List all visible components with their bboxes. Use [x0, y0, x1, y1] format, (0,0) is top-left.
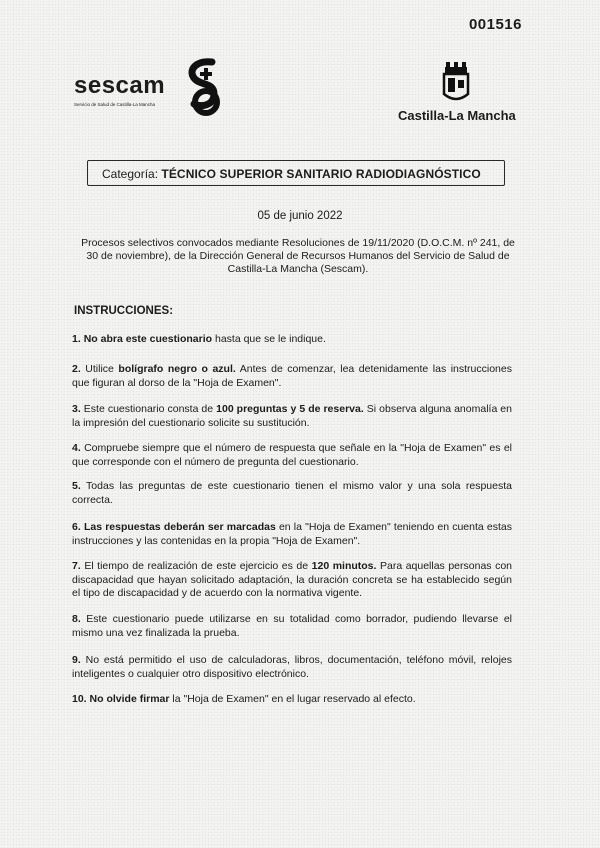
- sescam-logo: [74, 58, 244, 118]
- category-value: TÉCNICO SUPERIOR SANITARIO RADIODIAGNÓSTICO: [161, 167, 481, 181]
- castilla-la-mancha-logo: [398, 60, 516, 128]
- castilla-la-mancha-name: Castilla-La Mancha: [398, 108, 516, 123]
- instruction-item: 8. Este cuestionario puede utilizarse en su totalidad como borrador, pudiendo llevarse el mismo una vez finalizada la prueba.: [72, 613, 512, 639]
- castilla-la-mancha-crest-icon: [441, 60, 471, 106]
- sescam-logo-word: sescam: [74, 72, 166, 99]
- instruction-item: 3. Este cuestionario consta de 100 preguntas y 5 de reserva. Si observa alguna anomalía en la impresión del cuestionario solicite su sustitución.: [72, 403, 512, 429]
- instruction-item: 4. Compruebe siempre que el número de respuesta que señale en la "Hoja de Examen" es el que corresponde con el número de pregunta del cuestionario.: [72, 442, 513, 468]
- exam-date: 05 de junio 2022: [257, 210, 343, 222]
- category-box: [87, 160, 505, 186]
- sescam-logo-tagline: Servicio de Salud de Castilla-La Mancha: [74, 102, 156, 107]
- procesos-text: Procesos selectivos convocados mediante Resoluciones de 19/11/2020 (D.O.C.M. nº 241, de 30 de noviembre), de la Dirección General de Recursos Humanos del Servicio de Salud de Castilla-La Mancha (Sescam).: [81, 237, 515, 275]
- sescam-emblem-icon: [182, 58, 224, 118]
- instruction-item: 6. Las respuestas deberán ser marcadas en la "Hoja de Examen" teniendo en cuenta estas instrucciones y las contenidas en la propia "Hoja de Examen".: [72, 521, 512, 547]
- instruction-item: 10. No olvide firmar la "Hoja de Examen" en el lugar reservado al efecto.: [72, 693, 416, 705]
- category-label: Categoría:: [102, 167, 159, 181]
- instruction-item: 9. No está permitido el uso de calculadoras, libros, documentación, teléfono móvil, relojes inteligentes o cualquier otro dispositivo electrónico.: [72, 654, 512, 680]
- instruction-item: 2. Utilice bolígrafo negro o azul. Antes de comenzar, lea detenidamente las instrucciones que figuran al dorso de la "Hoja de Examen".: [72, 363, 512, 389]
- instructions-title: INSTRUCCIONES:: [74, 305, 174, 317]
- instruction-item: 1. No abra este cuestionario hasta que se le indique.: [72, 333, 326, 345]
- instruction-item: 5. Todas las preguntas de este cuestionario tienen el mismo valor y una sola respuesta correcta.: [72, 480, 512, 506]
- document-number: 001516: [468, 16, 522, 33]
- instruction-item: 7. El tiempo de realización de este ejercicio es de 120 minutos. Para aquellas personas con discapacidad que hayan solicitado adaptación, la duración concreta se ha establecido según el tipo de discapacidad y de acuerdo con la normativa vigente.: [72, 560, 513, 599]
